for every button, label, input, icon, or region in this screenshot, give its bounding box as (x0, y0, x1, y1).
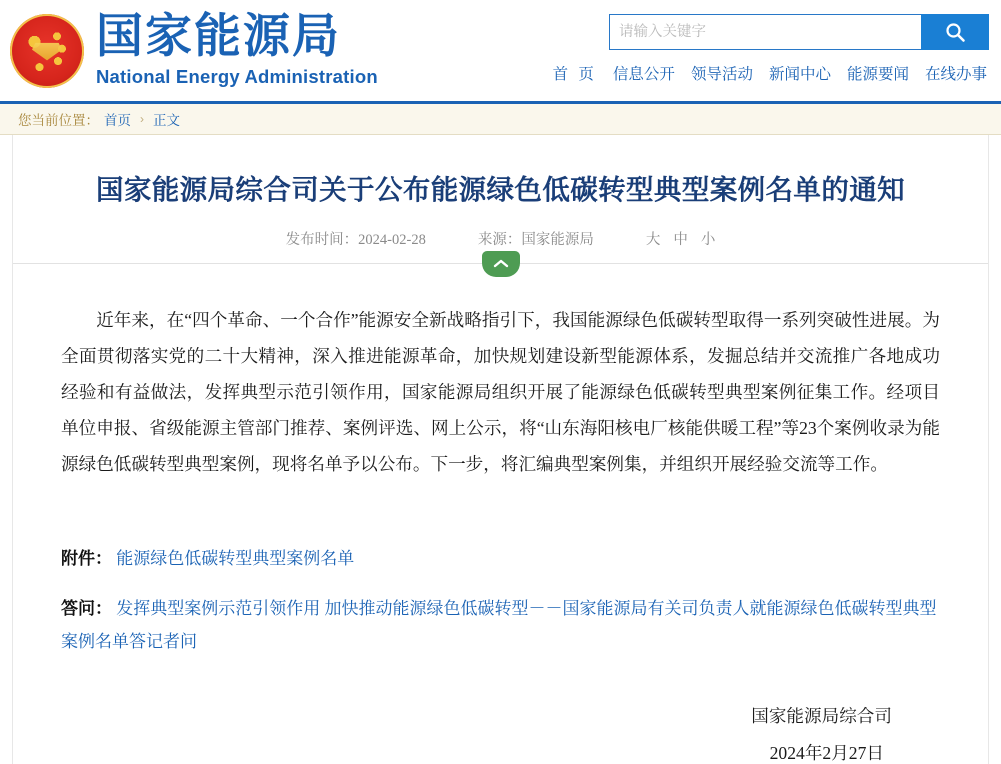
meta-divider (13, 263, 988, 264)
chevron-up-icon (492, 258, 510, 270)
breadcrumb (0, 104, 1001, 135)
attachment-label: 附件： (61, 549, 112, 569)
font-size-small[interactable]: 小 (700, 232, 716, 249)
sign-date: 2024年2月27日 (769, 742, 884, 763)
qa-link[interactable]: 发挥典型案例示范引领作用 加快推动能源绿色低碳转型－－国家能源局有关司负责人就能源绿色低碳转型典型案例名单答记者问 (61, 598, 937, 651)
article-container (12, 135, 989, 764)
nav-item-news-center[interactable]: 新闻中心 (768, 66, 831, 83)
qa-label: 答问： (61, 598, 112, 618)
nav-item-online-services[interactable]: 在线办事 (924, 66, 987, 83)
source-value: 国家能源局 (521, 232, 594, 249)
breadcrumb-item-current[interactable]: 正文 (153, 113, 180, 128)
search-input[interactable] (609, 14, 921, 50)
signer: 国家能源局综合司 (751, 705, 892, 726)
main-nav (552, 62, 989, 84)
header-right (552, 14, 989, 84)
page-title: 国家能源局综合司关于公布能源绿色低碳转型典型案例名单的通知 (95, 174, 906, 205)
brand-text (96, 11, 378, 88)
site-name-en: National Energy Administration (96, 66, 378, 88)
breadcrumb-label: 您当前位置： (18, 113, 99, 128)
nav-item-energy-headlines[interactable]: 能源要闻 (846, 66, 909, 83)
site-name-cn: 国家能源局 (96, 11, 341, 64)
font-size-large[interactable]: 大 (645, 232, 661, 249)
breadcrumb-item-home[interactable]: 首页 (104, 113, 131, 128)
article-body (13, 264, 988, 482)
nav-item-leader-activities[interactable]: 领导活动 (690, 66, 753, 83)
publish-time-label: 发布时间： (285, 232, 359, 249)
qa-row (61, 592, 940, 658)
search-icon (944, 21, 966, 43)
collapse-toggle-button[interactable] (482, 251, 520, 277)
article-signoff (13, 698, 988, 764)
search-bar (609, 14, 989, 50)
site-header (0, 0, 1001, 104)
source-label: 来源： (477, 232, 522, 249)
nav-item-info-disclosure[interactable]: 信息公开 (612, 66, 675, 83)
publish-time-value: 2024-02-28 (358, 232, 426, 249)
font-size-controls (646, 228, 716, 249)
source (478, 228, 594, 249)
china-national-emblem-icon (10, 14, 84, 88)
attachment-row (61, 542, 940, 575)
search-button[interactable] (921, 14, 989, 50)
article-meta (13, 228, 988, 249)
nav-item-home[interactable]: 首 页 (552, 66, 597, 83)
font-size-medium[interactable]: 中 (673, 232, 688, 249)
article-attachments (13, 542, 988, 657)
article-paragraph: 近年来，在“四个革命、一个合作”能源安全新战略指引下，我国能源绿色低碳转型取得一系列突破性进展。为全面贯彻落实党的二十大精神，深入推进能源革命，加快规划建设新型能源体系，发掘总结并交流推广各地成功经验和有益做法，发挥典型示范引领作用，国家能源局组织开展了能源绿色低碳转型典型案例征集工作。经项目单位申报、省级能源主管部门推荐、案例评选、网上公示，将“山东海阳核电厂核能供暖工程”等23个案例收录为能源绿色低碳转型典型案例，现将名单予以公布。下一步，将汇编典型案例集，并组织开展经验交流等工作。 (61, 310, 940, 475)
site-brand[interactable] (0, 11, 600, 88)
publish-time (286, 228, 426, 249)
breadcrumb-separator: › (140, 112, 144, 126)
attachment-link[interactable]: 能源绿色低碳转型典型案例名单 (116, 549, 355, 569)
